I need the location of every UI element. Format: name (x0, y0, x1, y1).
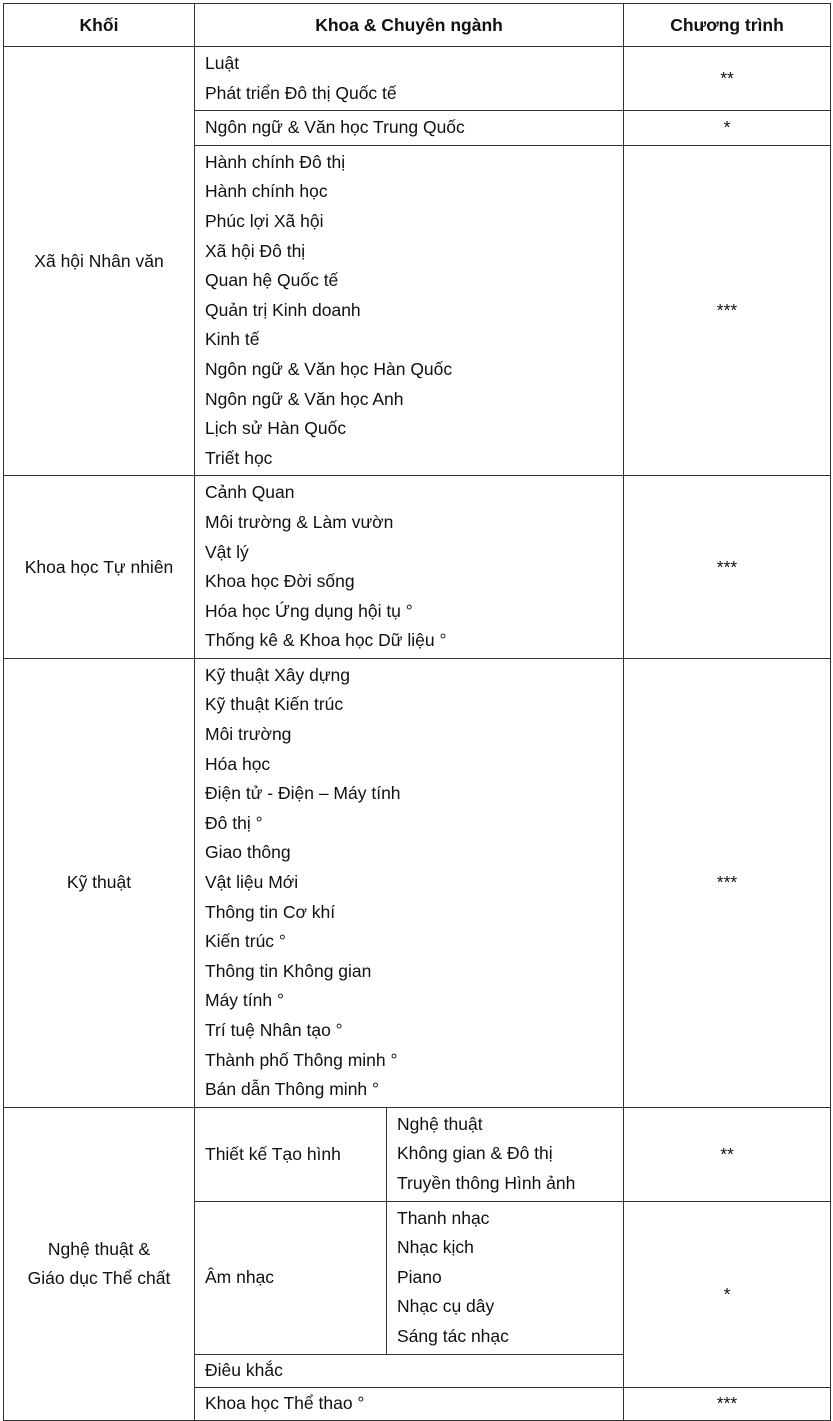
subgroup-sports: Khoa học Thể thao ° (195, 1387, 624, 1420)
list-item: Xã hội Đô thị (205, 240, 306, 261)
list-item: Kỹ thuật Kiến trúc (205, 694, 344, 715)
list-item: Ngôn ngữ & Văn học Anh (205, 388, 404, 409)
program-cell: ** (624, 1107, 831, 1201)
list-item: Lịch sử Hàn Quốc (205, 418, 347, 439)
list-item: Hành chính Đô thị (205, 151, 346, 172)
list-item: Thông tin Không gian (205, 960, 372, 981)
list-item: Quan hệ Quốc tế (205, 270, 339, 291)
list-item: Vật liệu Mới (205, 872, 299, 893)
major-list (195, 476, 624, 659)
list-item: Thành phố Thông minh ° (205, 1049, 398, 1070)
majors-table (3, 3, 831, 1421)
list-item: Truyền thông Hình ảnh (397, 1172, 576, 1193)
list-item: Giao thông (205, 842, 291, 863)
major-list (387, 1107, 624, 1201)
list-item: Vật lý (205, 541, 249, 562)
table-row (4, 476, 831, 659)
group-cell-social: Xã hội Nhân văn (4, 47, 195, 476)
list-item: Sáng tác nhạc (397, 1325, 509, 1346)
program-cell: *** (624, 1387, 831, 1420)
list-item: Quản trị Kinh doanh (205, 299, 361, 320)
list-item: Luật (205, 53, 240, 73)
header-program: Chương trình (624, 4, 831, 47)
header-major: Khoa & Chuyên ngành (195, 4, 624, 47)
program-cell: * (624, 111, 831, 146)
list-item: Ngôn ngữ & Văn học Trung Quốc (205, 117, 465, 138)
list-item: Khoa học Đời sống (205, 571, 355, 592)
group-cell-natural: Khoa học Tự nhiên (4, 476, 195, 659)
table-row (4, 658, 831, 1107)
program-cell: ** (624, 47, 831, 111)
group-cell-arts (4, 1107, 195, 1420)
list-item: Nhạc cụ dây (397, 1296, 495, 1317)
list-item: Thanh nhạc (397, 1207, 490, 1228)
group-cell-engineering: Kỹ thuật (4, 658, 195, 1107)
table-row (4, 1107, 831, 1201)
subgroup-music: Âm nhạc (195, 1201, 387, 1354)
list-item: Phúc lợi Xã hội (205, 210, 324, 231)
program-cell: * (624, 1201, 831, 1387)
header-group: Khối (4, 4, 195, 47)
group-label-line: Giáo dục Thể chất (27, 1267, 171, 1288)
major-list (195, 111, 624, 146)
list-item: Kiến trúc ° (205, 931, 286, 952)
list-item: Nghệ thuật (397, 1113, 483, 1134)
program-cell: *** (624, 658, 831, 1107)
list-item: Cảnh Quan (205, 482, 295, 503)
list-item: Kinh tế (205, 329, 260, 350)
list-item: Trí tuệ Nhân tạo ° (205, 1020, 343, 1040)
list-item: Hóa học (205, 753, 271, 774)
major-list (195, 658, 624, 1107)
list-item: Piano (397, 1266, 442, 1287)
list-item: Đô thị ° (205, 812, 263, 833)
list-item: Thống kê & Khoa học Dữ liệu ° (205, 630, 447, 651)
list-item: Môi trường (205, 724, 292, 745)
program-cell: *** (624, 476, 831, 659)
list-item: Hành chính học (205, 181, 328, 202)
list-item: Máy tính ° (205, 990, 284, 1011)
subgroup-sculpture: Điêu khắc (195, 1354, 624, 1387)
list-item: Triết học (205, 447, 273, 468)
list-item: Bán dẫn Thông minh ° (205, 1079, 380, 1100)
major-list (195, 47, 624, 111)
list-item: Môi trường & Làm vườn (205, 511, 394, 532)
list-item: Không gian & Đô thị (397, 1143, 553, 1164)
major-list (195, 145, 624, 476)
group-label-line: Nghệ thuật & (47, 1238, 151, 1259)
table-row (4, 47, 831, 111)
list-item: Ngôn ngữ & Văn học Hàn Quốc (205, 358, 453, 379)
list-item: Hóa học Ứng dụng hội tụ ° (205, 600, 413, 621)
list-item: Phát triển Đô thị Quốc tế (205, 82, 397, 103)
list-item: Nhạc kịch (397, 1237, 474, 1258)
subgroup-design: Thiết kế Tạo hình (195, 1107, 387, 1201)
list-item: Thông tin Cơ khí (205, 901, 336, 922)
list-item: Kỹ thuật Xây dựng (205, 664, 350, 685)
major-list (387, 1201, 624, 1354)
program-cell: *** (624, 145, 831, 476)
list-item: Điện tử - Điện – Máy tính (205, 783, 401, 804)
header-row (4, 4, 831, 47)
